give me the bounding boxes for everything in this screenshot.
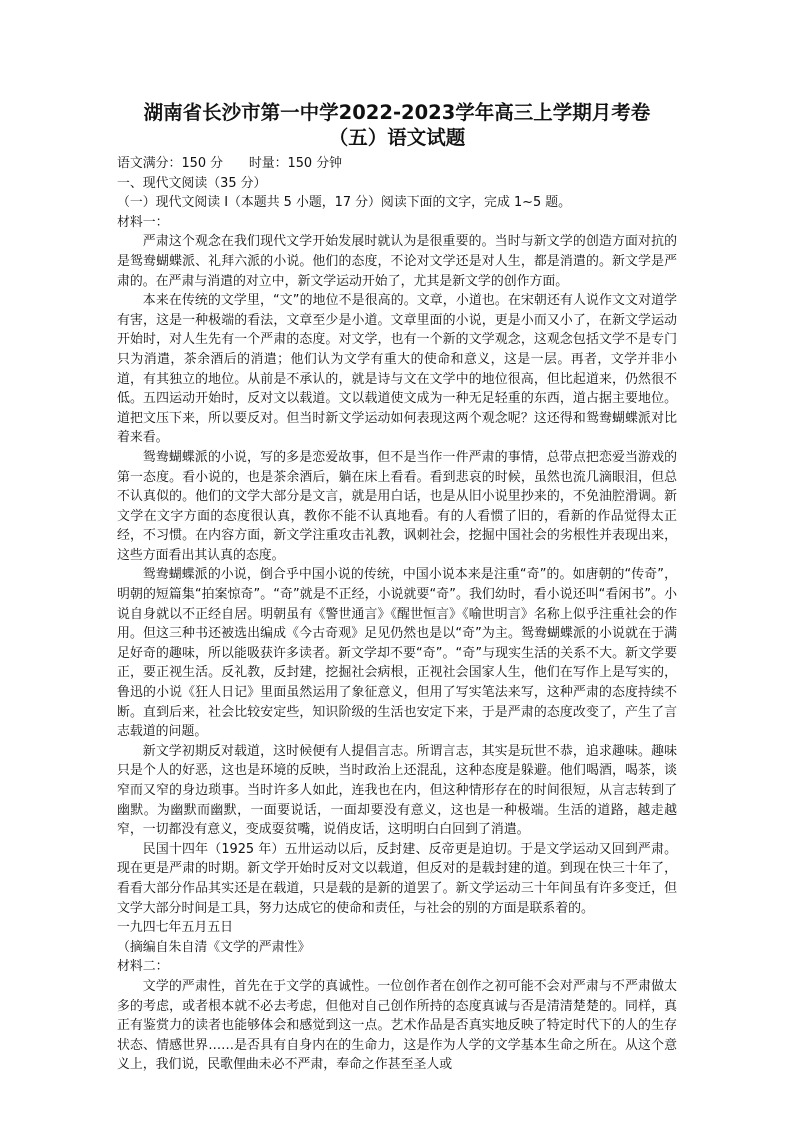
document-title: [117, 100, 677, 150]
material-1-date: 一九四七年五月五日: [117, 920, 234, 936]
material-1-paragraph: 鸳鸯蝴蝶派的小说，写的多是恋爱故事，但不是当作一件严肃的事情，总带点把恋爱当游戏的第一态度。看小说的，也是茶余酒后，躺在床上看看。看到悲哀的时候，虽然也流几滴眼泪，但总不认真似的。他们的文学大部分是文言，就是用白话，也是从旧小说里抄来的，不免油腔滑调。新文学在文字方面的态度很认真，教你不能不认真地看。有的人看惯了旧的，看新的作品觉得太正经，不习惯。在内容方面，新文学注重攻击礼教，讽刺社会，挖掘中国社会的劣根性并表现出来，这些方面看出其认真的态度。: [117, 449, 677, 563]
subsection-heading: （一）现代文阅读 I（本题共 5 小题，17 分）阅读下面的文字，完成 1~5 题。: [117, 195, 572, 211]
material-1-paragraph: 民国十四年（1925 年）五卅运动以后，反封建、反帝更是迫切。于是文学运动又回到严肃。现在更是严肃的时期。新文学开始时反对文以载道，但反对的是载封建的道。到现在快三十年了，看看大部分作品其实还是在载道，只是载的是新的道罢了。新文学运动三十年间虽有许多变迁，但文学大部分时间是工具，努力达成它的使命和责任，与社会的别的方面是联系着的。: [117, 841, 677, 916]
exam-info: 语文满分：150 分 时量：150 分钟: [117, 156, 342, 171]
title-line-1: 湖南省长沙市第一中学2022-2023学年高三上学期月考卷: [143, 101, 651, 124]
document-page: [117, 0, 677, 1075]
material-1-paragraph: 严肃这个观念在我们现代文学开始发展时就认为是很重要的。当时与新文学的创造方面对抗的是鸳鸯蝴蝶派、礼拜六派的小说。他们的态度，不论对文学还是对人生，都是消遣的。新文学是严肃的。在严肃与消遣的对立中，新文学运动开始了，尤其是新文学的创作方面。: [117, 234, 677, 289]
material-1-paragraph: 新文学初期反对载道，这时候便有人提倡言志。所谓言志，其实是玩世不恭，追求趣味。趣味只是个人的好恶，这也是环境的反映，当时政治上还混乱，这种态度是躲避。他们喝酒，喝茶，谈窄而又窄的身边琐事。当时许多人如此，连我也在内，但这种情形存在的时间很短，从言志转到了幽默。为幽默而幽默，一面要说话，一面却要没有意义，这也是一种极端。生活的道路，越走越窄，一切都没有意义，变成耍贫嘴，说俏皮话，这明明白白回到了消遣。: [117, 743, 677, 838]
material-1-paragraph: 本来在传统的文学里，“文”的地位不是很高的。文章，小道也。在宋朝还有人说作文文对道学有害，这是一种极端的看法，文章至少是小道。文章里面的小说，更是小而又小了，在新文学运动开始时，对人生先有一个严肃的态度。对文学，也有一个新的文学观念，这观念包括文学不是专门只为消遣，茶余酒后的消遣；他们认为文学有重大的使命和意义，这是一层。再者，文学并非小道，有其独立的地位。从前是不承认的，就是诗与文在文学中的地位很高，但比起道来，仍然很不低。五四运动开始时，反对文以载道。文以载道使文成为一种无足轻重的东西，道占据主要地位。道把文压下来，所以要反对。但当时新文学运动如何表现这两个观念呢？这还得和鸳鸯蝴蝶派对比着来看。: [117, 293, 677, 446]
material-1-paragraph: 鸳鸯蝴蝶派的小说，倒合乎中国小说的传统，中国小说本来是注重“奇”的。如唐朝的“传奇”，明朝的短篇集“拍案惊奇”。“奇”就是不正经，小说就要“奇”。我们幼时，看小说还叫“看闲书”。小说自身就以不正经自居。明朝虽有《警世通言》《醒世恒言》《喻世明言》名称上似乎注重社会的作用。但这三种书还被选出编成《今古奇观》足见仍然也是以“奇”为主。鸳鸯蝴蝶派的小说就在于满足好奇的趣味，所以能吸获许多读者。新文学却不要“奇”。“奇”与现实生活的关系不大。新文学要正，要正视生活。反礼教，反封建，挖掘社会病根，正视社会国家人生，他们在写作上是写实的，鲁迅的小说《狂人日记》里面虽然运用了象征意义，但用了写实笔法来写，这种严肃的态度持续不断。直到后来，社会比较安定些，知识阶级的生活也安定下来，于是严肃的态度改变了，产生了言志载道的问题。: [117, 567, 677, 740]
section-heading: 一、现代文阅读（35 分）: [117, 175, 267, 191]
title-line-2: （五）语文试题: [328, 126, 466, 149]
material-1-source: （摘编自朱自清《文学的严肃性》: [117, 939, 311, 955]
material-2-label: 材料二：: [117, 959, 169, 975]
material-1-label: 材料一：: [117, 214, 169, 230]
document-body: [117, 154, 677, 1075]
material-2-paragraph: 文学的严肃性，首先在于文学的真诚性。一位创作者在创作之初可能不会对严肃与不严肃做太多的考虑，或者根本就不必去考虑，但他对自己创作所持的态度真诚与否是清清楚楚的。同样，真正有鉴赏力的读者也能够体会和感觉到这一点。艺术作品是否真实地反映了特定时代下的人的生存状态、情感世界……是否具有自身内在的生命力，这是作为人学的文学基本生命之所在。从这个意义上，我们说，民歌俚曲未必不严肃，奉命之作甚至圣人或: [117, 978, 677, 1073]
